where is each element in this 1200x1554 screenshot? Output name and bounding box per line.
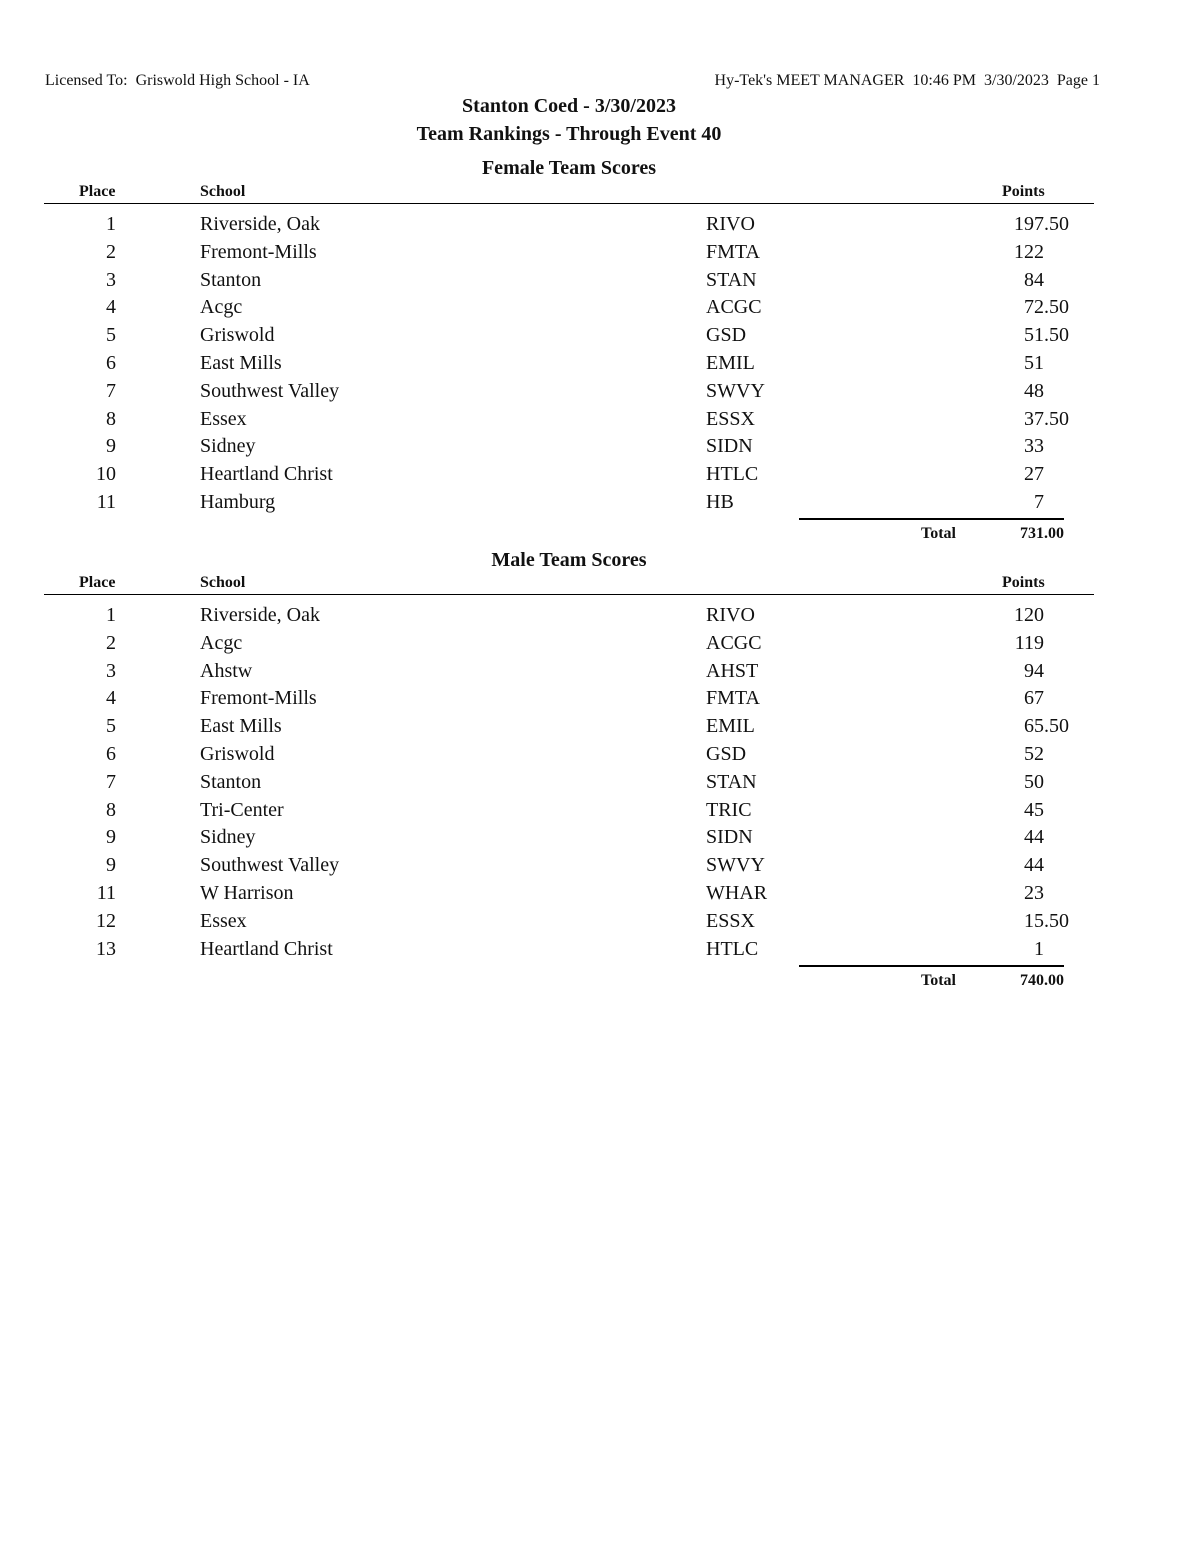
school-cell: Southwest Valley — [200, 379, 340, 402]
team-code-cell: SWVY — [706, 854, 765, 877]
points-cell: 84 — [1024, 268, 1044, 291]
place-cell: 1 — [106, 604, 116, 626]
school-cell: Heartland Christ — [200, 463, 333, 486]
points-cell: 51 — [1024, 352, 1044, 374]
team-code-cell: GSD — [706, 743, 747, 765]
points-decimal-cell: .50 — [1044, 324, 1069, 347]
team-code-cell: FMTA — [706, 240, 760, 263]
school-cell: Fremont-Mills — [200, 240, 317, 263]
team-code-cell: SIDN — [706, 435, 753, 458]
table-row — [0, 826, 1200, 854]
school-cell: Stanton — [200, 268, 262, 291]
school-cell: Griswold — [200, 324, 275, 347]
points-cell: 119 — [1014, 631, 1044, 654]
points-decimal-cell: .50 — [1044, 213, 1069, 235]
male-total-rule — [799, 965, 1064, 967]
team-code-cell: STAN — [706, 770, 757, 793]
table-row — [0, 380, 1200, 408]
table-row — [0, 491, 1200, 519]
table-row — [0, 660, 1200, 688]
place-cell: 2 — [106, 631, 116, 654]
male-total-value: 740.00 — [1020, 972, 1064, 989]
table-row — [0, 604, 1200, 632]
team-code-cell: EMIL — [706, 715, 755, 738]
points-cell: 67 — [1024, 687, 1044, 710]
points-cell: 65 — [1024, 715, 1044, 738]
team-code-cell: STAN — [706, 268, 757, 291]
table-row — [0, 910, 1200, 938]
school-cell: Heartland Christ — [200, 937, 333, 960]
team-code-cell: TRIC — [706, 798, 752, 821]
points-cell: 50 — [1024, 770, 1044, 793]
table-row — [0, 408, 1200, 436]
school-cell: Essex — [200, 909, 247, 932]
team-code-cell: SIDN — [706, 826, 753, 849]
points-cell: 72 — [1024, 296, 1044, 319]
team-code-cell: RIVO — [706, 213, 755, 235]
team-code-cell: RIVO — [706, 604, 755, 626]
points-cell: 23 — [1024, 882, 1044, 904]
points-cell: 94 — [1024, 659, 1044, 682]
school-cell: Acgc — [200, 631, 243, 654]
team-code-cell: AHST — [706, 659, 759, 682]
school-cell: Sidney — [200, 826, 256, 849]
place-cell: 5 — [106, 715, 116, 738]
points-decimal-cell: .50 — [1044, 909, 1069, 932]
place-cell: 6 — [106, 743, 116, 765]
table-row — [0, 213, 1200, 241]
team-code-cell: FMTA — [706, 687, 760, 710]
school-cell: Riverside, Oak — [200, 604, 320, 626]
place-cell: 10 — [96, 463, 116, 486]
place-cell: 12 — [96, 909, 116, 932]
points-cell: 37 — [1024, 407, 1044, 430]
school-cell: Fremont-Mills — [200, 687, 317, 710]
female-header-rule — [44, 203, 1094, 204]
place-cell: 7 — [106, 770, 116, 793]
table-row — [0, 296, 1200, 324]
rankings-subtitle: Team Rankings - Through Event 40 — [416, 123, 722, 145]
school-cell: W Harrison — [200, 882, 294, 904]
male-total-label: Total — [921, 972, 956, 989]
team-code-cell: SWVY — [706, 379, 765, 402]
female-school-header: School — [200, 183, 246, 200]
table-row — [0, 771, 1200, 799]
team-code-cell: WHAR — [706, 882, 768, 904]
points-decimal-cell: .50 — [1044, 296, 1069, 319]
school-cell: Sidney — [200, 435, 256, 458]
table-row — [0, 269, 1200, 297]
points-cell: 33 — [1024, 435, 1044, 458]
points-cell: 48 — [1024, 379, 1044, 402]
licensed-to: Licensed To: Griswold High School - IA — [45, 72, 310, 89]
place-cell: 9 — [106, 826, 116, 849]
school-cell: Southwest Valley — [200, 854, 340, 877]
school-cell: Ahstw — [200, 659, 253, 682]
school-cell: Acgc — [200, 296, 243, 319]
table-row — [0, 882, 1200, 910]
points-cell: 44 — [1024, 826, 1044, 849]
table-row — [0, 463, 1200, 491]
male-points-header: Points — [1002, 574, 1045, 591]
points-cell: 44 — [1024, 854, 1044, 877]
place-cell: 6 — [106, 352, 116, 374]
place-cell: 4 — [106, 296, 116, 319]
team-code-cell: GSD — [706, 324, 747, 347]
place-cell: 5 — [106, 324, 116, 347]
female-points-header: Points — [1002, 183, 1045, 200]
team-code-cell: ACGC — [706, 296, 762, 319]
points-cell: 122 — [1014, 240, 1044, 263]
team-code-cell: ACGC — [706, 631, 762, 654]
software-stamp: Hy-Tek's MEET MANAGER 10:46 PM 3/30/2023 Page 1 — [714, 72, 1100, 89]
points-cell: 120 — [1014, 604, 1044, 626]
table-row — [0, 715, 1200, 743]
school-cell: East Mills — [200, 715, 282, 738]
place-cell: 8 — [106, 407, 116, 430]
team-code-cell: HTLC — [706, 463, 759, 486]
female-total-value: 731.00 — [1020, 525, 1064, 542]
school-cell: East Mills — [200, 352, 282, 374]
table-row — [0, 687, 1200, 715]
place-cell: 9 — [106, 854, 116, 877]
points-cell: 27 — [1024, 463, 1044, 486]
male-section-title: Male Team Scores — [491, 549, 647, 571]
table-row — [0, 854, 1200, 882]
place-cell: 11 — [96, 882, 116, 904]
female-place-header: Place — [79, 183, 116, 200]
male-place-header: Place — [79, 574, 116, 591]
team-code-cell: ESSX — [706, 909, 755, 932]
team-code-cell: HB — [706, 491, 734, 513]
school-cell: Essex — [200, 407, 247, 430]
place-cell: 9 — [106, 435, 116, 458]
points-cell: 7 — [1034, 491, 1044, 513]
place-cell: 2 — [106, 240, 116, 263]
points-decimal-cell: .50 — [1044, 407, 1069, 430]
female-total-label: Total — [921, 525, 956, 542]
place-cell: 7 — [106, 379, 116, 402]
school-cell: Griswold — [200, 743, 275, 765]
table-row — [0, 938, 1200, 966]
female-section-title: Female Team Scores — [481, 157, 657, 179]
place-cell: 1 — [106, 213, 116, 235]
table-row — [0, 632, 1200, 660]
table-row — [0, 743, 1200, 771]
table-row — [0, 352, 1200, 380]
place-cell: 8 — [106, 798, 116, 821]
school-cell: Riverside, Oak — [200, 213, 320, 235]
table-row — [0, 324, 1200, 352]
table-row — [0, 241, 1200, 269]
points-cell: 52 — [1024, 743, 1044, 765]
place-cell: 3 — [106, 659, 116, 682]
points-cell: 45 — [1024, 798, 1044, 821]
place-cell: 13 — [96, 937, 116, 960]
male-header-rule — [44, 594, 1094, 595]
school-cell: Hamburg — [200, 491, 276, 513]
table-row — [0, 799, 1200, 827]
team-code-cell: ESSX — [706, 407, 755, 430]
school-cell: Stanton — [200, 770, 262, 793]
points-cell: 197 — [1014, 213, 1044, 235]
team-code-cell: EMIL — [706, 352, 755, 374]
points-decimal-cell: .50 — [1044, 715, 1069, 738]
points-cell: 1 — [1034, 937, 1044, 960]
male-school-header: School — [200, 574, 246, 591]
points-cell: 51 — [1024, 324, 1044, 347]
place-cell: 3 — [106, 268, 116, 291]
female-total-rule — [799, 518, 1064, 520]
points-cell: 15 — [1024, 909, 1044, 932]
table-row — [0, 435, 1200, 463]
place-cell: 11 — [96, 491, 116, 513]
place-cell: 4 — [106, 687, 116, 710]
school-cell: Tri-Center — [200, 798, 284, 821]
team-code-cell: HTLC — [706, 937, 759, 960]
meet-title: Stanton Coed - 3/30/2023 — [462, 95, 676, 117]
